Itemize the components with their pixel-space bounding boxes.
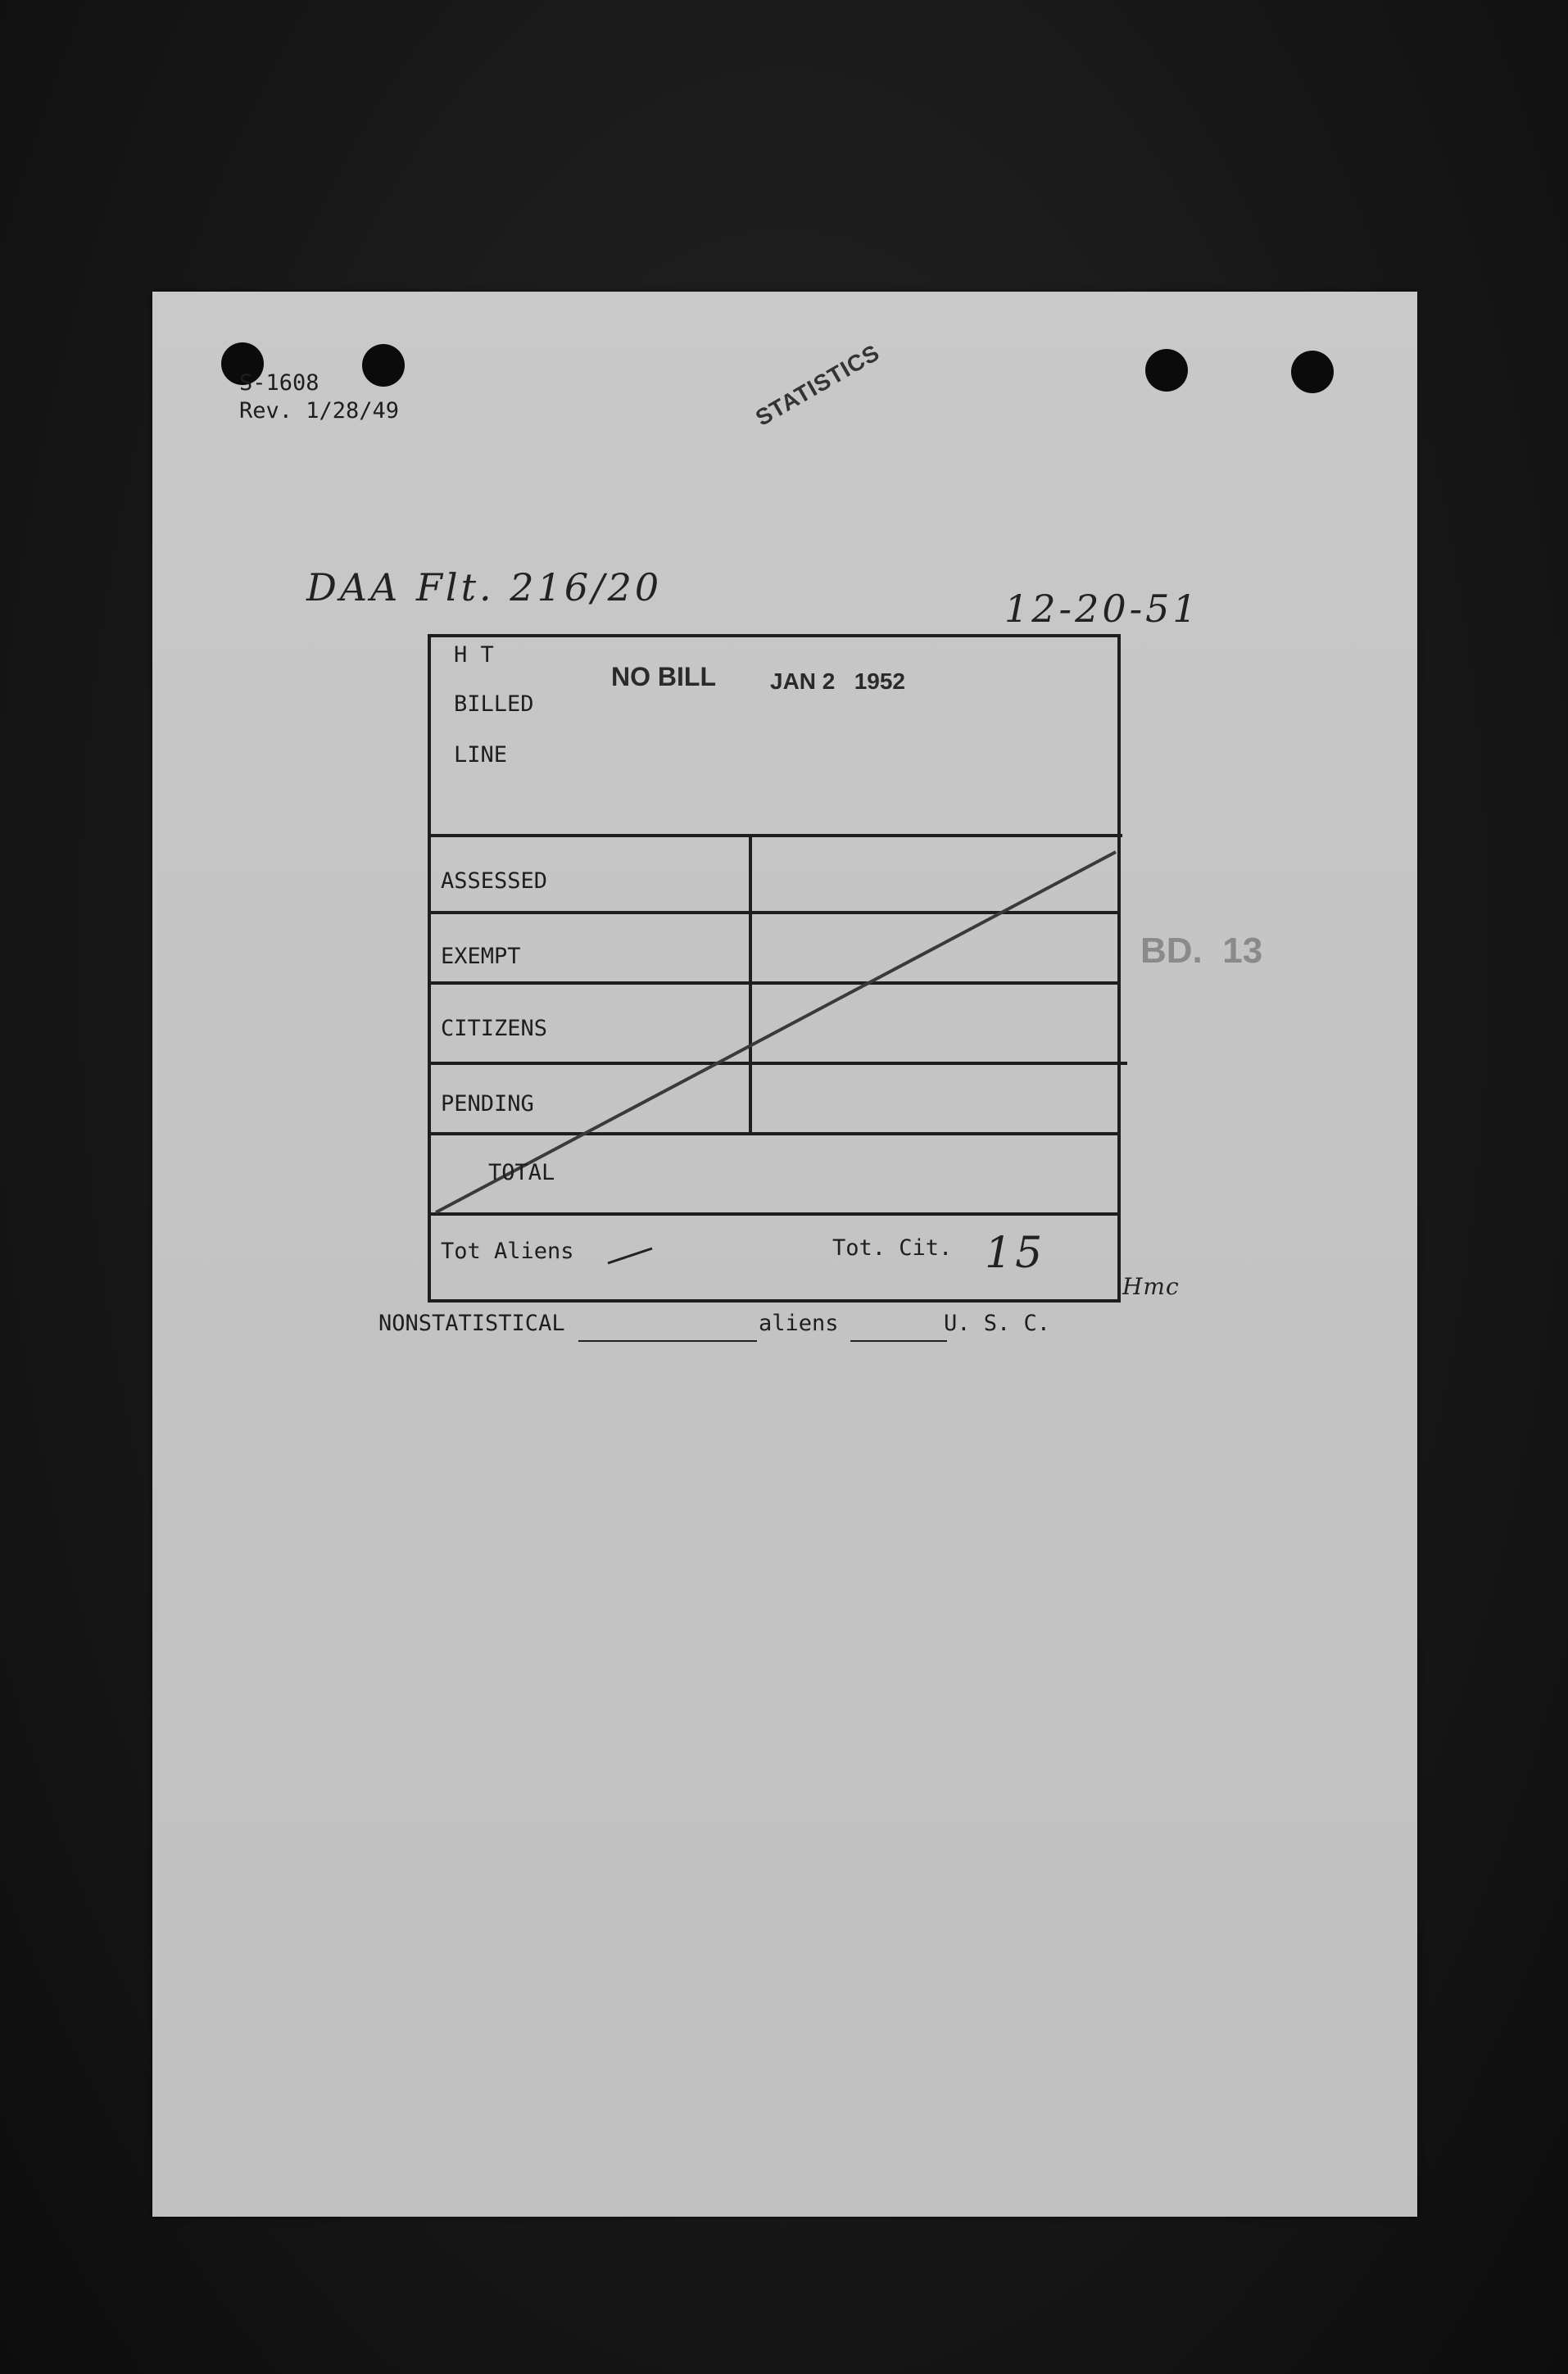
aliens-label: aliens [759,1311,839,1336]
date-stamp: JAN 2 1952 [770,668,905,694]
tot-aliens-dash [608,1248,652,1263]
row-label-assessed: ASSESSED [441,868,548,894]
top-box-line-line: LINE [454,742,508,768]
top-box-line-ht: H T [454,642,494,668]
top-box-line-billed: BILLED [454,691,534,717]
side-stamp: BD. 13 [1140,931,1263,971]
tot-cit-label: Tot. Cit. [832,1235,953,1261]
handwritten-reference: DAA Flt. 216/20 [306,565,663,609]
aliens-blank [850,1340,947,1342]
no-bill-stamp: NO BILL [611,662,716,691]
tot-aliens-label: Tot Aliens [441,1239,574,1264]
nonstatistical-label: NONSTATISTICAL [378,1311,565,1336]
row-label-citizens: CITIZENS [441,1016,548,1041]
handwritten-date: 12-20-51 [1004,587,1200,631]
tot-cit-value: 15 [985,1229,1046,1278]
row-label-exempt: EXEMPT [441,944,521,969]
statistics-stamp: STATISTICS [751,339,885,431]
initials: Hmc [1122,1273,1180,1300]
row-label-pending: PENDING [441,1091,534,1117]
form-revision: Rev. 1/28/49 [239,398,400,424]
nonstatistical-blank [578,1340,757,1342]
usc-label: U. S. C. [944,1311,1051,1336]
total-label: TOTAL [488,1160,555,1185]
form-number: S-1608 [239,370,319,396]
